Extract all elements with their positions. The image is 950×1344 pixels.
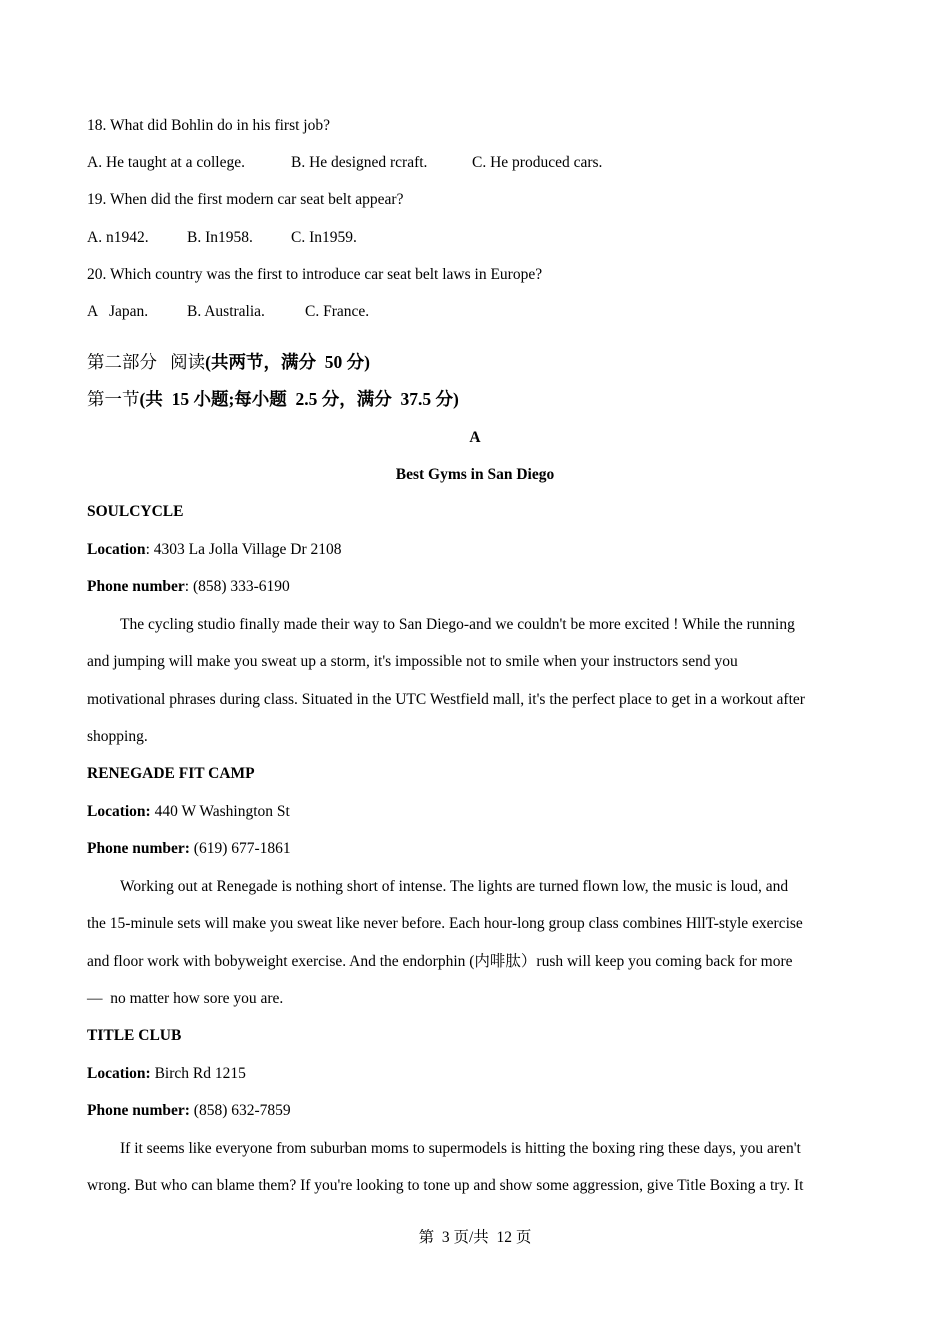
- paragraph-line: The cycling studio finally made their way to San Diego-and we couldn't be more excited ! While the running: [120, 616, 795, 633]
- gym-name-renegade: RENEGADE FIT CAMP: [87, 765, 255, 782]
- paragraph-line: motivational phrases during class. Situated in the UTC Westfield mall, it's the perfect place to get in a workout after: [87, 691, 805, 708]
- location-label: Location:: [87, 1065, 151, 1082]
- question-18-option-a: A. He taught at a college.: [87, 154, 245, 171]
- paragraph-line: and floor work with bobyweight exercise. And the endorphin (内啡肽）rush will keep you coming back for more: [87, 953, 793, 970]
- passage-title: Best Gyms in San Diego: [395, 466, 555, 483]
- question-18-option-c: C. He produced cars.: [472, 154, 603, 171]
- location-label: Location: [87, 541, 146, 558]
- question-19-option-a: A. n1942.: [87, 229, 149, 246]
- paragraph-line: shopping.: [87, 728, 148, 745]
- phone-value: (858) 632-7859: [193, 1102, 291, 1119]
- sub-heading-title: 第一节: [87, 389, 140, 409]
- question-18-stem: 18. What did Bohlin do in his first job?: [87, 117, 330, 134]
- sub-heading-detail: (共 15 小题;每小题 2.5 分，满分 37.5 分): [139, 389, 459, 409]
- phone-label: Phone number:: [87, 1102, 190, 1119]
- gym-location-soulcycle: [87, 540, 342, 560]
- part-heading: [87, 351, 370, 373]
- question-19-option-b: B. In1958.: [187, 229, 253, 246]
- location-label: Location:: [87, 803, 151, 820]
- paragraph-line: Working out at Renegade is nothing short of intense. The lights are turned flown low, the music is loud, and: [120, 878, 789, 895]
- question-20-stem: 20. Which country was the first to introduce car seat belt laws in Europe?: [87, 266, 543, 283]
- gym-location-renegade: [87, 802, 290, 822]
- question-19-option-c: C. In1959.: [291, 229, 357, 246]
- location-separator: :: [145, 541, 154, 558]
- question-18-options: [87, 153, 602, 173]
- paragraph-line: and jumping will make you sweat up a storm, it's impossible not to smile when your instructors send you: [87, 653, 738, 670]
- question-18-option-b: B. He designed rcraft.: [291, 154, 428, 171]
- location-value: 440 W Washington St: [154, 803, 290, 820]
- passage-letter: A: [469, 429, 481, 446]
- phone-value: (858) 333-6190: [192, 578, 290, 595]
- location-value: 4303 La Jolla Village Dr 2108: [153, 541, 342, 558]
- gym-name-soulcycle: SOULCYCLE: [87, 503, 184, 520]
- question-19-stem: 19. When did the first modern car seat belt appear?: [87, 191, 404, 208]
- phone-label: Phone number:: [87, 840, 190, 857]
- gym-name-title-club: TITLE CLUB: [87, 1027, 182, 1044]
- location-value: Birch Rd 1215: [154, 1065, 246, 1082]
- paragraph-line: the 15-minule sets will make you sweat like never before. Each hour-long group class combines HllT-style exercise: [87, 915, 803, 932]
- phone-value: (619) 677-1861: [193, 840, 291, 857]
- part-heading-detail: (共两节，满分 50 分): [205, 352, 370, 372]
- question-20-options: [87, 302, 369, 322]
- gym-phone-title-club: [87, 1101, 291, 1121]
- paragraph-line: wrong. But who can blame them? If you're looking to tone up and show some aggression, give Title Boxing a try. It: [87, 1177, 804, 1194]
- gym-phone-soulcycle: [87, 577, 290, 597]
- gym-phone-renegade: [87, 839, 291, 859]
- question-19-options: [87, 228, 357, 248]
- question-20-option-c: C. France.: [305, 303, 370, 320]
- paragraph-line: If it seems like everyone from suburban moms to supermodels is hitting the boxing ring these days, you aren't: [120, 1140, 801, 1157]
- phone-separator: :: [184, 578, 193, 595]
- page-footer: 第 3 页/共 12 页: [418, 1229, 532, 1246]
- part-heading-title: 第二部分 阅读: [87, 352, 206, 372]
- paragraph-line: — no matter how sore you are.: [87, 990, 284, 1007]
- phone-label: Phone number: [87, 578, 185, 595]
- question-20-option-a: A Japan.: [87, 303, 149, 320]
- gym-location-title-club: [87, 1064, 246, 1084]
- sub-heading: [87, 388, 459, 410]
- question-20-option-b: B. Australia.: [187, 303, 265, 320]
